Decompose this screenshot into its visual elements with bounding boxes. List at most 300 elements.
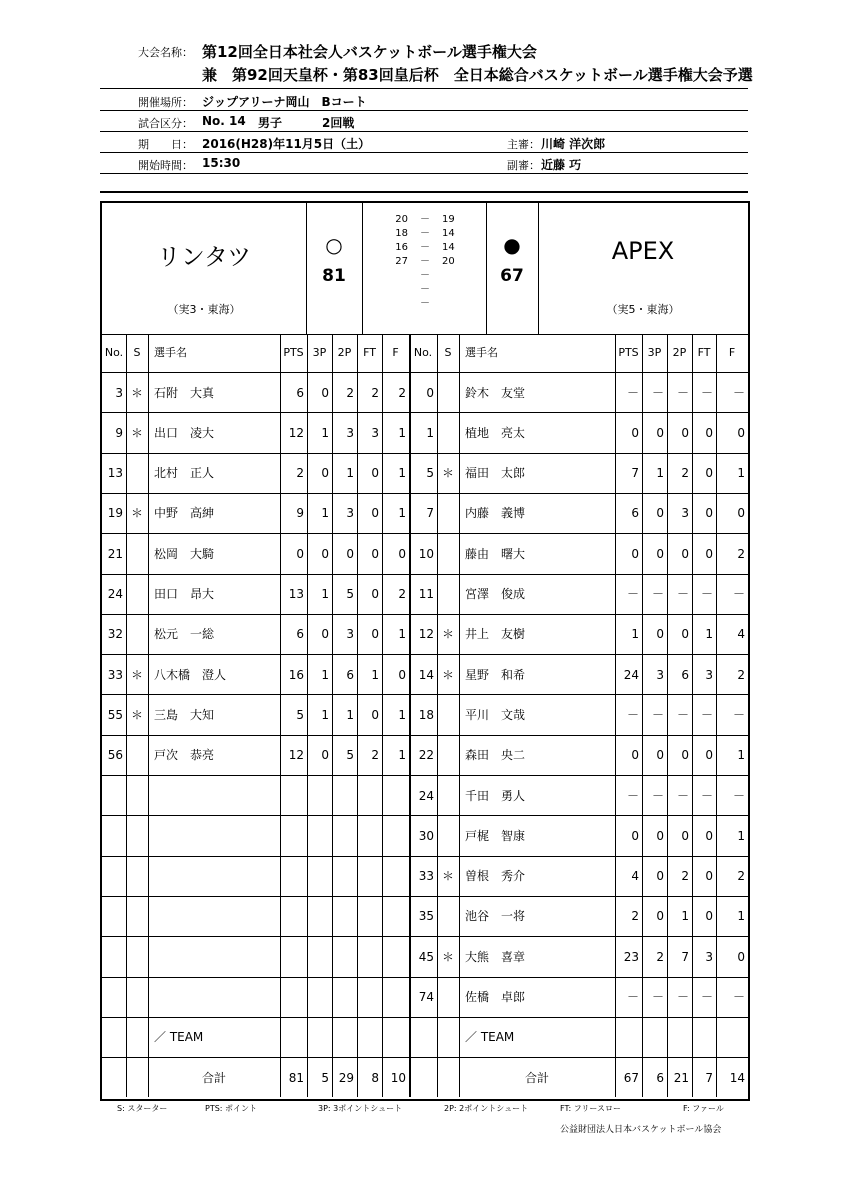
away-row-f: － (732, 587, 745, 601)
away-row-pts: 24 (623, 667, 639, 682)
away-row-ft: 0 (705, 546, 713, 561)
away-row-pts: 4 (631, 869, 639, 884)
away-row-f: 2 (737, 546, 745, 561)
away-row-s (437, 1017, 459, 1057)
away-row-s (437, 816, 459, 856)
away-row-p3: 0 (656, 627, 664, 642)
home-row-s (126, 896, 148, 936)
home-row-s (126, 534, 148, 574)
away-row-s: ＊ (441, 869, 454, 884)
start-label: 開始時間： (138, 159, 193, 172)
away-row-no: 18 (418, 707, 434, 722)
home-row-name: 出口 凌大 (154, 425, 215, 440)
home-row-ft: 0 (371, 506, 379, 521)
away-row-f: 4 (737, 627, 745, 642)
home-row-f: 0 (398, 546, 406, 561)
away-row-f: 2 (737, 869, 745, 884)
period-dash: － (420, 228, 430, 239)
period-dash: － (420, 284, 430, 295)
home-row-f: 1 (398, 466, 406, 481)
umpire-value: 近藤 巧 (541, 158, 582, 172)
away-row-f: － (732, 385, 745, 400)
away-row-no (409, 1017, 437, 1057)
home-row-name: 石附 大真 (154, 385, 215, 400)
away-loss-mark-icon: ● (503, 233, 521, 257)
away-col-header-p2: 2P (672, 346, 687, 359)
away-row-p3: － (651, 385, 664, 400)
away-row-no: 30 (418, 828, 434, 843)
home-row-f: 0 (398, 667, 406, 682)
home-row-p2 (332, 1017, 357, 1057)
away-row-name: 藤由 曙大 (465, 546, 526, 561)
home-row-pts: 12 (288, 425, 304, 440)
header-rule-thick (100, 191, 748, 193)
home-row-pts (280, 896, 307, 936)
away-row-p3 (642, 1017, 667, 1057)
away-row-name: 植地 亮太 (465, 425, 526, 440)
away-row-s (437, 695, 459, 735)
referee-label: 主審： (507, 138, 540, 151)
home-row-p2 (332, 856, 357, 896)
period-dash: － (420, 298, 430, 309)
away-col-header-s: S (444, 346, 452, 359)
home-row-ft (357, 776, 382, 816)
home-row-no (102, 776, 126, 816)
away-row-no: 22 (418, 748, 434, 763)
home-row-no (102, 856, 126, 896)
home-row-p3 (307, 856, 332, 896)
home-row-f (382, 977, 409, 1017)
home-team-conference: （実3・東海） (167, 303, 241, 316)
away-row-no: 35 (418, 909, 434, 924)
home-row-ft (357, 896, 382, 936)
home-row-name: 北村 正人 (154, 466, 215, 481)
away-row-name: 大熊 喜章 (465, 949, 526, 964)
home-row-ft: 0 (371, 707, 379, 722)
away-row-p2: － (676, 788, 689, 803)
home-row-pts: 6 (296, 385, 304, 400)
away-row-name: 池谷 一将 (465, 909, 526, 924)
away-row-f: － (732, 788, 745, 803)
away-row-p2: 0 (681, 627, 689, 642)
away-row-pts: 2 (631, 909, 639, 924)
home-row-ft (357, 977, 382, 1017)
away-row-pts: － (626, 587, 639, 601)
home-row-s: ＊ (130, 667, 143, 682)
away-row-f: 1 (737, 828, 745, 843)
home-row-p3: 1 (321, 587, 329, 601)
away-row-f: 1 (737, 748, 745, 763)
home-row-s: ＊ (130, 385, 143, 400)
away-row-ft: 0 (705, 869, 713, 884)
home-row-name (148, 977, 280, 1017)
away-row-pts: － (626, 385, 639, 400)
referee-value: 川崎 洋次郎 (541, 137, 606, 151)
away-row-f: 2 (737, 667, 745, 682)
away-total-no (409, 1058, 437, 1098)
away-row-p2: 2 (681, 466, 689, 481)
start-time: 15:30 (202, 156, 241, 170)
home-score: 81 (322, 266, 346, 286)
away-row-no: 5 (426, 466, 434, 481)
away-row-name: 曽根 秀介 (465, 869, 526, 884)
home-row-p2 (332, 937, 357, 977)
home-row-name: 中野 高紳 (154, 506, 215, 521)
away-row-name: ／ TEAM (465, 1030, 515, 1045)
home-col-header-name: 選手名 (154, 346, 187, 359)
home-row-f (382, 937, 409, 977)
home-row-ft (357, 816, 382, 856)
away-row-p3: 0 (656, 546, 664, 561)
period-dash: － (420, 256, 430, 267)
home-row-p2: 3 (346, 506, 354, 521)
away-total-ft: 7 (705, 1070, 713, 1085)
header-rule (100, 88, 748, 89)
away-row-f: 0 (737, 506, 745, 521)
legend-foul: F: ファール (683, 1104, 724, 1113)
away-row-no: 1 (426, 425, 434, 440)
home-row-name (148, 937, 280, 977)
away-col-header-ft: FT (697, 346, 711, 359)
home-row-s: ＊ (130, 425, 143, 440)
away-row-p3: 0 (656, 425, 664, 440)
home-row-p3 (307, 776, 332, 816)
home-row-no: 21 (107, 546, 123, 561)
away-row-p3: 0 (656, 748, 664, 763)
away-row-p2: － (676, 707, 689, 722)
away-row-name: 佐橋 卓郎 (465, 990, 526, 1004)
home-row-ft: 2 (371, 385, 379, 400)
away-row-ft: － (700, 587, 713, 601)
home-row-f (382, 896, 409, 936)
away-row-p2: 0 (681, 425, 689, 440)
home-row-ft: 0 (371, 546, 379, 561)
away-row-p3: － (651, 587, 664, 601)
away-team-conference: （実5・東海） (606, 303, 680, 316)
away-row-ft: 0 (705, 425, 713, 440)
away-row-ft (692, 1017, 716, 1057)
home-row-p2: 5 (346, 587, 354, 601)
home-row-ft (357, 856, 382, 896)
away-total-pts: 67 (623, 1070, 639, 1085)
panel-divider (538, 203, 539, 334)
home-row-ft (357, 937, 382, 977)
header-rule (100, 152, 748, 153)
home-row-no: 9 (115, 425, 123, 440)
home-row-s (126, 574, 148, 614)
away-col-header-f: F (728, 346, 736, 359)
home-row-p2: 2 (346, 385, 354, 400)
home-row-p3: 0 (321, 627, 329, 642)
away-row-f: 1 (737, 466, 745, 481)
away-row-pts: － (626, 707, 639, 722)
home-row-p3 (307, 816, 332, 856)
home-total-p2: 29 (338, 1070, 354, 1085)
away-col-header-p3: 3P (647, 346, 662, 359)
away-total-p3: 6 (656, 1070, 664, 1085)
period-dash: － (420, 214, 430, 225)
period-dash: － (420, 270, 430, 281)
home-row-no: 33 (107, 667, 123, 682)
legend-points: PTS: ポイント (205, 1104, 258, 1113)
away-col-header-pts: PTS (618, 346, 639, 359)
away-col-header-no: No. (413, 346, 433, 359)
umpire-label: 副審： (507, 159, 540, 172)
home-row-p3: 1 (321, 667, 329, 682)
home-row-pts: 12 (288, 748, 304, 763)
away-row-s (437, 534, 459, 574)
away-row-no: 12 (418, 627, 434, 642)
home-col-header-ft: FT (363, 346, 376, 359)
away-row-s: ＊ (441, 627, 454, 642)
home-row-name (148, 856, 280, 896)
away-row-p3: 1 (656, 466, 664, 481)
home-row-ft: 1 (371, 667, 379, 682)
away-row-f: 0 (737, 949, 745, 964)
tournament-label: 大会名称： (138, 46, 193, 59)
home-row-f: 1 (398, 425, 406, 440)
away-row-f: － (732, 707, 745, 722)
away-row-pts: － (626, 788, 639, 803)
footer-organization: 公益財団法人日本バスケットボール協会 (560, 1125, 722, 1135)
away-row-name: 戸梶 智康 (465, 828, 526, 843)
away-row-s: ＊ (441, 667, 454, 682)
match-number: No. 14 (202, 114, 246, 128)
home-row-ft: 0 (371, 466, 379, 481)
away-row-ft: 3 (705, 667, 713, 682)
tournament-name: 第12回全日本社会人バスケットボール選手権大会 (202, 43, 537, 61)
home-row-ft: 2 (371, 748, 379, 763)
home-row-p2 (332, 977, 357, 1017)
home-row-name: 田口 昂大 (154, 587, 215, 601)
away-row-name: 宮澤 俊成 (465, 587, 526, 601)
period-away-score: 19 (442, 214, 455, 225)
home-row-p2: 3 (346, 627, 354, 642)
match-gender: 男子 (258, 116, 283, 130)
home-row-pts (280, 977, 307, 1017)
home-row-p2: 5 (346, 748, 354, 763)
away-row-pts: 23 (623, 949, 639, 964)
away-row-s (437, 413, 459, 453)
home-row-no (102, 977, 126, 1017)
away-row-p3: 3 (656, 667, 664, 682)
away-row-s (437, 735, 459, 775)
home-row-s (126, 977, 148, 1017)
tournament-subtitle: 兼 第92回天皇杯・第83回皇后杯 全日本総合バスケットボール選手権大会予選 (202, 66, 753, 84)
away-row-p2: － (676, 587, 689, 601)
home-col-header-pts: PTS (283, 346, 304, 359)
away-total-f: 14 (729, 1070, 745, 1085)
score-sheet (100, 201, 750, 1101)
home-row-pts (280, 816, 307, 856)
away-row-pts: 7 (631, 466, 639, 481)
home-row-no: 56 (107, 748, 123, 763)
home-row-p2 (332, 776, 357, 816)
away-row-p3: 2 (656, 949, 664, 964)
header-rule (100, 131, 748, 132)
away-row-ft: － (700, 990, 713, 1004)
home-col-header-p2: 2P (337, 346, 352, 359)
away-row-ft: 0 (705, 466, 713, 481)
home-row-no: 55 (107, 707, 123, 722)
home-row-name (148, 816, 280, 856)
away-row-p3: － (651, 990, 664, 1004)
venue-label: 開催場所： (138, 96, 193, 109)
away-row-p3: 0 (656, 828, 664, 843)
away-row-no: 14 (418, 667, 434, 682)
away-row-name: 平川 文哉 (465, 707, 526, 722)
away-row-p2: 0 (681, 828, 689, 843)
home-row-pts (280, 856, 307, 896)
home-row-no (102, 816, 126, 856)
away-col-header-name: 選手名 (465, 346, 498, 359)
away-row-no: 10 (418, 546, 434, 561)
away-row-p2 (667, 1017, 692, 1057)
legend-free-throw: FT: フリースロー (560, 1104, 621, 1113)
home-total-f: 10 (390, 1070, 406, 1085)
home-total-pts: 81 (288, 1070, 304, 1085)
home-row-no (102, 896, 126, 936)
period-home-score: 27 (395, 256, 408, 267)
home-row-p2: 1 (346, 707, 354, 722)
away-row-p2: 0 (681, 748, 689, 763)
away-row-ft: 0 (705, 748, 713, 763)
away-row-name: 内藤 義博 (465, 506, 526, 521)
home-row-p2: 6 (346, 667, 354, 682)
home-row-name: 松元 一総 (154, 627, 215, 642)
home-row-pts (280, 937, 307, 977)
home-row-p2: 0 (346, 546, 354, 561)
away-row-p2: 7 (681, 949, 689, 964)
home-row-f: 2 (398, 587, 406, 601)
home-row-name: 松岡 大騎 (154, 546, 215, 561)
home-row-s (126, 856, 148, 896)
away-row-ft: 1 (705, 627, 713, 642)
legend-two-point: 2P: 2ポイントシュート (444, 1104, 529, 1113)
home-row-p2: 3 (346, 425, 354, 440)
away-row-p2: － (676, 385, 689, 400)
home-row-name: 八木橋 澄人 (154, 667, 227, 682)
away-row-s: ＊ (441, 949, 454, 964)
period-away-score: 14 (442, 228, 455, 239)
away-row-p2: 2 (681, 869, 689, 884)
header-rule (100, 173, 748, 174)
period-home-score: 20 (395, 214, 408, 225)
home-row-p3: 0 (321, 385, 329, 400)
home-row-p3: 0 (321, 748, 329, 763)
home-total-s (126, 1058, 148, 1098)
home-row-p3 (307, 937, 332, 977)
home-col-header-f: F (392, 346, 399, 359)
home-row-pts: 0 (296, 546, 304, 561)
away-row-no: 45 (418, 949, 434, 964)
away-row-ft: － (700, 707, 713, 722)
home-row-f: 1 (398, 627, 406, 642)
home-row-ft: 0 (371, 627, 379, 642)
home-row-no (102, 1017, 126, 1057)
away-row-p3: 0 (656, 869, 664, 884)
home-total-ft: 8 (371, 1070, 379, 1085)
away-row-name: 星野 和希 (465, 667, 526, 682)
home-row-s (126, 1017, 148, 1057)
home-row-f (382, 1017, 409, 1057)
home-row-pts: 9 (296, 506, 304, 521)
home-row-name: 戸次 恭亮 (154, 748, 215, 763)
venue-value: ジップアリーナ岡山 Bコート (202, 95, 367, 109)
away-row-p2: 3 (681, 506, 689, 521)
away-row-s: ＊ (441, 466, 454, 481)
away-row-no: 11 (418, 587, 434, 601)
home-row-name (148, 776, 280, 816)
date-value: 2016(H28)年11月5日（土） (202, 137, 371, 151)
away-row-name: 福田 太郎 (465, 466, 526, 481)
away-row-p2: 6 (681, 667, 689, 682)
away-row-no: 74 (418, 990, 434, 1004)
home-row-p3: 1 (321, 707, 329, 722)
away-row-pts: 1 (631, 627, 639, 642)
home-row-f (382, 816, 409, 856)
date-label: 期 日： (138, 138, 193, 151)
away-row-f (716, 1017, 748, 1057)
home-row-no: 13 (107, 466, 123, 481)
away-row-no: 0 (426, 385, 434, 400)
match-round: 2回戦 (322, 116, 355, 130)
away-row-no: 24 (418, 788, 434, 803)
away-total-p2: 21 (673, 1070, 689, 1085)
home-col-header-s: S (133, 346, 141, 359)
home-row-p3 (307, 1017, 332, 1057)
home-team-name: リンタツ (156, 243, 252, 271)
home-row-f (382, 776, 409, 816)
away-row-f: － (732, 990, 745, 1004)
home-row-ft: 0 (371, 587, 379, 601)
home-row-f: 2 (398, 385, 406, 400)
away-row-ft: 0 (705, 828, 713, 843)
away-row-p3: 0 (656, 506, 664, 521)
away-score: 67 (500, 266, 524, 286)
home-row-name: ／ TEAM (154, 1030, 204, 1045)
away-row-no: 7 (426, 506, 434, 521)
home-row-name: 三島 大知 (154, 707, 215, 722)
home-row-pts: 13 (288, 587, 304, 601)
home-row-p3: 0 (321, 466, 329, 481)
away-row-pts: 0 (631, 828, 639, 843)
home-row-s (126, 735, 148, 775)
home-row-no: 3 (115, 385, 123, 400)
away-row-s (437, 373, 459, 413)
home-row-p3: 1 (321, 425, 329, 440)
away-row-ft: － (700, 788, 713, 803)
away-row-s (437, 896, 459, 936)
home-row-name (148, 896, 280, 936)
away-row-ft: － (700, 385, 713, 400)
home-row-s (126, 453, 148, 493)
away-row-s (437, 574, 459, 614)
away-row-p2: 0 (681, 546, 689, 561)
away-total-name: 合計 (524, 1070, 549, 1085)
home-total-p3: 5 (321, 1070, 329, 1085)
away-row-f: 1 (737, 909, 745, 924)
away-total-s (437, 1058, 459, 1098)
home-row-pts: 6 (296, 627, 304, 642)
home-row-p2: 1 (346, 466, 354, 481)
away-row-p3: － (651, 788, 664, 803)
home-row-s: ＊ (130, 506, 143, 521)
away-row-ft: 3 (705, 949, 713, 964)
home-col-header-no: No. (104, 346, 124, 359)
home-row-p3: 0 (321, 546, 329, 561)
home-row-f (382, 856, 409, 896)
